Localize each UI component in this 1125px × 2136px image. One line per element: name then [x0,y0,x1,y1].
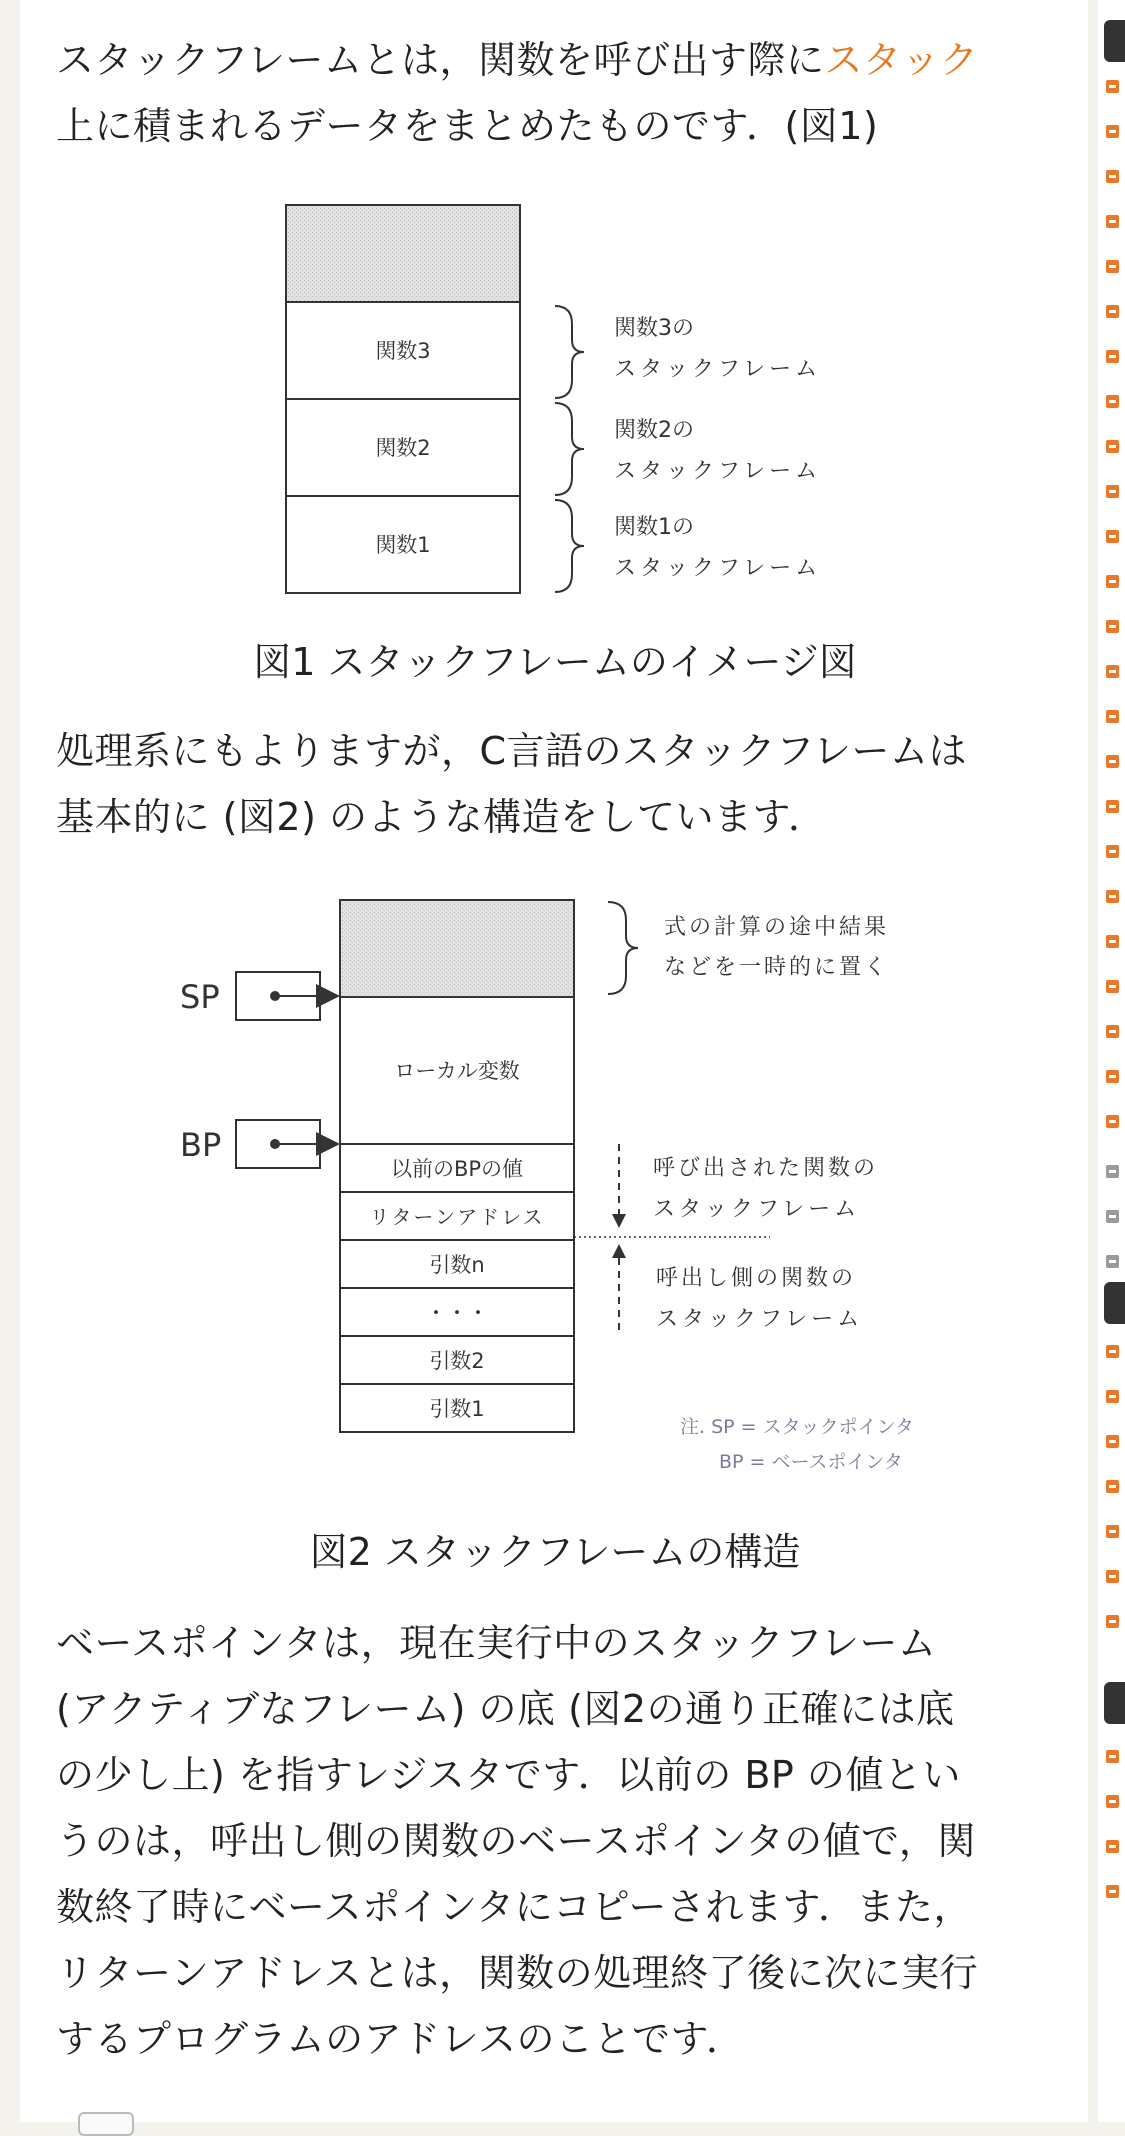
fig2-cell-label: ローカル変数 [394,1059,520,1083]
fig2-temp-label: などを一時的に置く [664,955,890,980]
fig1-cell-label: 関数2 [375,436,431,460]
arrow-box-icon[interactable] [1106,1435,1119,1448]
arrow-box-icon[interactable] [1106,845,1119,858]
stack-link[interactable]: スタック [824,38,979,82]
arrow-box-icon[interactable] [1106,260,1119,273]
arrow-box-icon[interactable] [1106,440,1119,453]
fig1-frame-label: スタックフレーム [614,556,822,581]
figure-2-caption: 図2 スタックフレームの構造 [309,1530,801,1574]
arrow-box-icon[interactable] [1106,1750,1119,1763]
sp-arrow-icon [316,984,340,1008]
fig2-cell-label: 引数1 [429,1397,485,1421]
arrow-box-icon[interactable] [1106,530,1119,543]
arrow-box-icon[interactable] [1106,395,1119,408]
paragraph-3 [56,1610,1076,2072]
partial-widget [78,2112,134,2136]
fig1-frame-label: 関数3の [614,316,694,341]
arrow-box-icon[interactable] [1106,1390,1119,1403]
para3-line: リターンアドレスとは，関数の処理終了後に次に実行 [56,1951,979,1995]
arrow-box-icon[interactable] [1106,1345,1119,1358]
arrow-box-icon[interactable] [1106,350,1119,363]
arrow-box-icon[interactable] [1106,800,1119,813]
sidebar [1098,0,1125,2122]
fig1-brace [555,500,584,592]
sidebar-section-header [1104,1282,1125,1324]
arrow-box-icon[interactable] [1106,1840,1119,1853]
fig2-temp-cell [340,900,574,997]
para2-line2: 基本的に (図2) のような構造をしています． [56,795,827,839]
fig1-frame-label: 関数1の [614,515,694,540]
arrow-box-icon[interactable] [1106,1255,1119,1268]
fig1-frame-label: 関数2の [614,418,694,443]
paragraph-1 [56,27,1076,159]
callee-arrow-icon [612,1214,626,1228]
arrow-box-icon[interactable] [1106,1210,1119,1223]
para3-line: の少し上) を指すレジスタです．以前の BP の値とい [56,1753,961,1797]
fig2-cell-label: 引数2 [429,1349,485,1373]
arrow-box-icon[interactable] [1106,1615,1119,1628]
fig2-cell-label: 引数n [429,1253,485,1277]
fig2-note: 注. SP = スタックポインタ [680,1416,914,1438]
fig2-brace [608,902,638,994]
fig1-brace [555,403,584,495]
fig1-frame-label: スタックフレーム [614,459,822,484]
arrow-box-icon[interactable] [1106,125,1119,138]
arrow-box-icon[interactable] [1106,755,1119,768]
arrow-box-icon[interactable] [1106,1070,1119,1083]
arrow-box-icon[interactable] [1106,1480,1119,1493]
fig1-brace [555,306,584,398]
caller-label: 呼出し側の関数の [656,1266,857,1291]
arrow-box-icon[interactable] [1106,170,1119,183]
arrow-box-icon[interactable] [1106,890,1119,903]
arrow-box-icon[interactable] [1106,215,1119,228]
paragraph-2 [56,718,1076,850]
fig2-cell-label: 以前のBPの値 [390,1157,524,1181]
fig1-cell-label: 関数3 [375,339,431,363]
arrow-box-icon[interactable] [1106,1570,1119,1583]
callee-label: スタックフレーム [653,1197,861,1222]
arrow-box-icon[interactable] [1106,1025,1119,1038]
para3-line: 数終了時にベースポインタにコピーされます．また， [56,1885,973,1929]
para3-line: ベースポインタは，現在実行中のスタックフレーム [56,1621,937,1665]
bp-label: BP [180,1126,222,1164]
arrow-box-icon[interactable] [1106,1115,1119,1128]
arrow-box-icon[interactable] [1106,575,1119,588]
fig1-frame-label: スタックフレーム [614,357,822,382]
fig1-empty-cell [286,205,520,302]
arrow-box-icon[interactable] [1106,665,1119,678]
sp-label: SP [180,978,220,1016]
para2-line1: 処理系にもよりますが，C言語のスタックフレームは [56,729,968,773]
arrow-box-icon[interactable] [1106,935,1119,948]
arrow-box-icon[interactable] [1106,710,1119,723]
arrow-box-icon[interactable] [1106,1525,1119,1538]
arrow-box-icon[interactable] [1106,80,1119,93]
bp-arrow-icon [316,1132,340,1156]
arrow-box-icon[interactable] [1106,1885,1119,1898]
sidebar-section-header [1104,1682,1125,1724]
arrow-box-icon[interactable] [1106,1165,1119,1178]
arrow-box-icon[interactable] [1106,980,1119,993]
callee-label: 呼び出された関数の [653,1156,879,1181]
fig2-cell-label: ・・・ [425,1301,489,1325]
fig2-temp-label: 式の計算の途中結果 [664,915,890,940]
sidebar-section-header [1104,20,1125,62]
para1-text: スタックフレームとは，関数を呼び出す際に [56,38,825,82]
arrow-box-icon[interactable] [1106,620,1119,633]
fig2-cell-label: リターンアドレス [369,1205,545,1229]
para1-line2: 上に積まれるデータをまとめたものです．(図1) [56,104,879,148]
fig2-note: BP = ベースポインタ [719,1451,903,1473]
arrow-box-icon[interactable] [1106,305,1119,318]
figure-1-diagram [260,200,880,600]
caller-label: スタックフレーム [656,1307,864,1332]
para3-line: するプログラムのアドレスのことです． [56,2017,745,2061]
fig1-cell-label: 関数1 [375,533,431,557]
figure-2-diagram [150,880,970,1480]
arrow-box-icon[interactable] [1106,1795,1119,1808]
caller-arrow-icon [612,1244,626,1258]
figure-1-caption: 図1 スタックフレームのイメージ図 [253,640,857,684]
para3-line: うのは，呼出し側の関数のベースポインタの値で，関 [56,1819,976,1863]
arrow-box-icon[interactable] [1106,485,1119,498]
para3-line: (アクティブなフレーム) の底 (図2の通り正確には底 [56,1687,955,1731]
article-content [20,0,1088,2122]
